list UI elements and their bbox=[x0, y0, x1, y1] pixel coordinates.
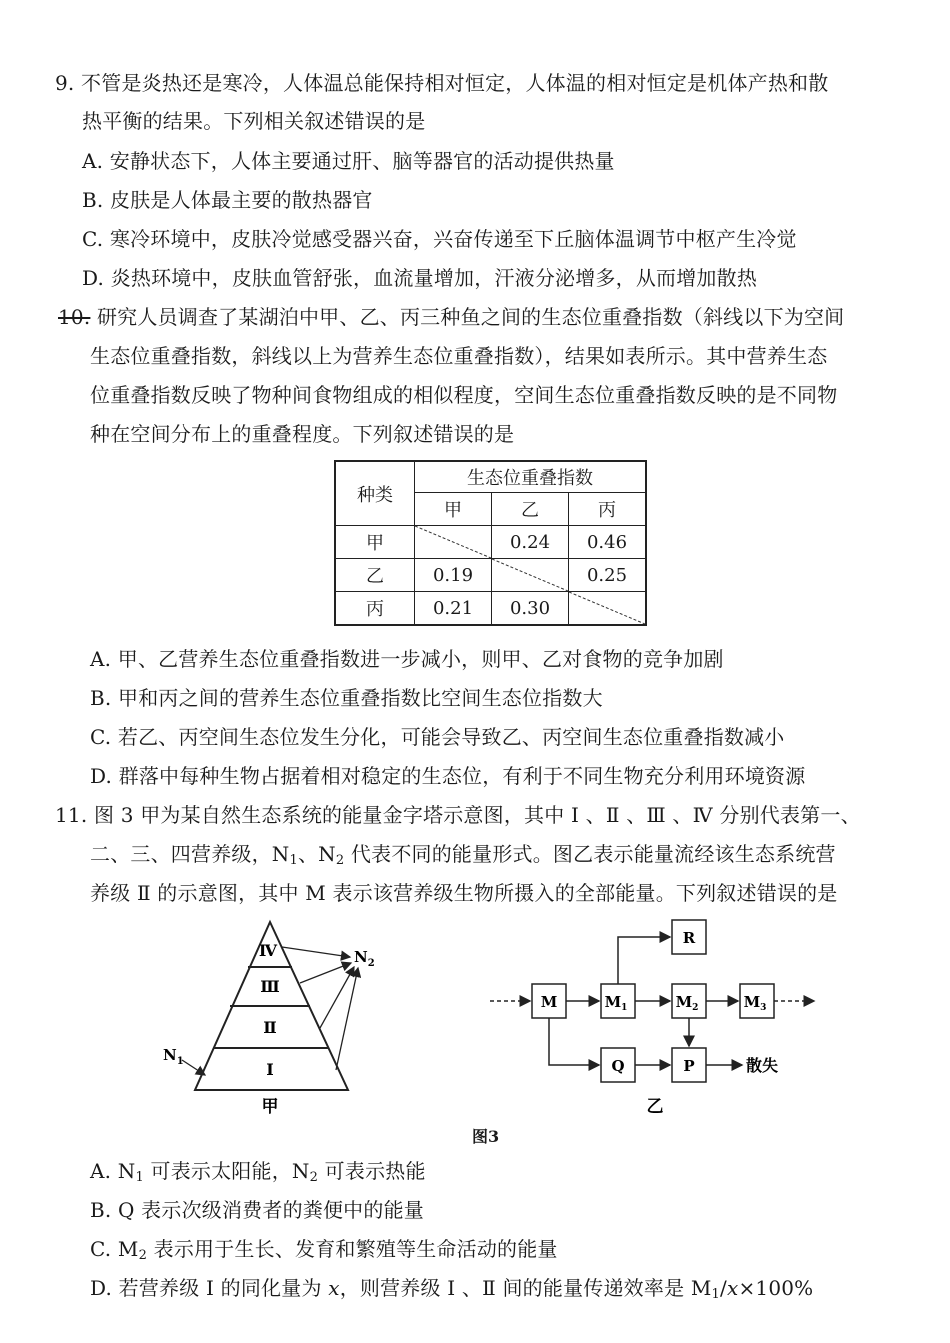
level-iv-label: Ⅳ bbox=[258, 941, 278, 960]
q11-stem-text2a: 二、三、四营养级，N bbox=[90, 842, 290, 866]
variable-x: x bbox=[328, 1276, 340, 1300]
pyramid-label: 甲 bbox=[261, 1097, 279, 1117]
label-m2: $M_2$ bbox=[675, 993, 699, 1013]
q11-option-a-text: A. N bbox=[90, 1159, 136, 1183]
q11-stem-line3: 养级 Ⅱ 的示意图，其中 M 表示该营养级生物所摄入的全部能量。下列叙述错误的是 bbox=[90, 881, 838, 905]
subscript: 2 bbox=[138, 1248, 148, 1263]
n1-arrow bbox=[182, 1060, 205, 1075]
q11-option-a-text: 可表示热能 bbox=[318, 1159, 426, 1183]
q11-stem-text1: 图 3 甲为某自然生态系统的能量金字塔示意图，其中 Ⅰ 、Ⅱ 、Ⅲ 、Ⅳ 分别代表第一、 bbox=[93, 803, 861, 827]
diagonal-line bbox=[415, 526, 491, 558]
q10-option-a: A. 甲、乙营养生态位重叠指数进一步减小，则甲、乙对食物的竞争加剧 bbox=[90, 647, 724, 671]
q11-option-d bbox=[90, 1275, 813, 1308]
niche-overlap-table bbox=[334, 460, 647, 626]
level-ii-label: Ⅱ bbox=[263, 1018, 277, 1037]
q11-option-c bbox=[90, 1236, 558, 1269]
table-col-header: 丙 bbox=[569, 493, 647, 526]
table-row-label: 甲 bbox=[335, 526, 415, 559]
figure-caption: 图3 bbox=[472, 1127, 500, 1146]
q11-stem-text2e: 代表不同的能量形式。图乙表示能量流经该生态系统营 bbox=[344, 842, 836, 866]
label-r: R bbox=[682, 929, 696, 947]
q10-option-b: B. 甲和丙之间的营养生态位重叠指数比空间生态位指数大 bbox=[90, 686, 603, 710]
energy-pyramid bbox=[163, 922, 375, 1117]
n2-arrow-iv bbox=[282, 947, 350, 957]
q11-option-b: B. Q 表示次级消费者的粪便中的能量 bbox=[90, 1198, 424, 1222]
q9-option-d: D. 炎热环境中，皮肤血管舒张，血流量增加，汗液分泌增多，从而增加散热 bbox=[82, 266, 758, 290]
q10-option-d: D. 群落中每种生物占据着相对稳定的生态位，有利于不同生物充分利用环境资源 bbox=[90, 764, 806, 788]
table-cell: 0.19 bbox=[415, 559, 492, 592]
q11-option-c-text: 表示用于生长、发育和繁殖等生命活动的能量 bbox=[147, 1237, 558, 1261]
label-loss: 散失 bbox=[745, 1056, 779, 1075]
level-iii-label: Ⅲ bbox=[260, 977, 280, 996]
q11-option-c-text: C. M bbox=[90, 1237, 139, 1261]
q11-stem-line2 bbox=[90, 841, 836, 874]
q11-stem-text2c: 、N bbox=[297, 842, 336, 866]
q10-stem-line1 bbox=[58, 304, 844, 330]
q9-stem-line2: 热平衡的结果。下列相关叙述错误的是 bbox=[82, 109, 426, 133]
q9-stem-text1: 不管是炎热还是寒冷，人体温总能保持相对恒定，人体温的相对恒定是机体产热和散 bbox=[81, 71, 829, 95]
table-cell: 0.25 bbox=[569, 559, 647, 592]
q11-number: 11. bbox=[55, 803, 88, 827]
q9-stem-line1 bbox=[55, 70, 828, 96]
table-group-header: 生态位重叠指数 bbox=[415, 461, 647, 493]
table-diagonal-cell bbox=[569, 592, 647, 626]
diagonal-line bbox=[492, 559, 568, 591]
label-m: M bbox=[540, 993, 558, 1011]
q9-option-b: B. 皮肤是人体最主要的散热器官 bbox=[82, 188, 373, 212]
n2-arrow-ii bbox=[320, 967, 354, 1028]
table-diagonal-cell bbox=[415, 526, 492, 559]
q10-number: 10. bbox=[58, 305, 91, 329]
q11-option-a-text: 可表示太阳能，N bbox=[143, 1159, 310, 1183]
q11-option-d-text: ×100% bbox=[738, 1276, 814, 1300]
table-col-header: 甲 bbox=[415, 493, 492, 526]
q11-option-a bbox=[90, 1158, 426, 1191]
level-i-label: Ⅰ bbox=[266, 1060, 274, 1079]
table-row-label: 乙 bbox=[335, 559, 415, 592]
flow-labels bbox=[541, 929, 778, 1117]
subscript: 1 bbox=[711, 1287, 720, 1302]
figure-3 bbox=[0, 910, 950, 1150]
table-cell: 0.46 bbox=[569, 526, 647, 559]
q10-option-c: C. 若乙、丙空间生态位发生分化，可能会导致乙、丙空间生态位重叠指数减小 bbox=[90, 725, 785, 749]
subscript: 1 bbox=[135, 1170, 144, 1185]
table-row-label: 丙 bbox=[335, 592, 415, 626]
n2-arrow-iii bbox=[300, 963, 351, 983]
q9-number: 9. bbox=[55, 71, 75, 95]
n1-label: $N_1$ bbox=[163, 1046, 184, 1067]
label-p: P bbox=[683, 1057, 695, 1075]
n2-label: $N_2$ bbox=[354, 948, 375, 969]
q9-option-a: A. 安静状态下，人体主要通过肝、脑等器官的活动提供热量 bbox=[82, 149, 615, 173]
q10-stem-line4: 种在空间分布上的重叠程度。下列叙述错误的是 bbox=[90, 422, 515, 446]
q11-option-d-text: / bbox=[720, 1276, 727, 1300]
label-m1: $M_1$ bbox=[604, 993, 628, 1013]
n2-arrow-i bbox=[336, 968, 358, 1070]
variable-x: x bbox=[726, 1276, 739, 1300]
subscript: 2 bbox=[335, 853, 345, 868]
flow-diagram-label: 乙 bbox=[646, 1097, 664, 1117]
subscript: 2 bbox=[309, 1170, 319, 1185]
q9-option-c: C. 寒冷环境中，皮肤冷觉感受器兴奋，兴奋传递至下丘脑体温调节中枢产生冷觉 bbox=[82, 227, 797, 251]
subscript: 1 bbox=[289, 853, 298, 868]
table-cell: 0.30 bbox=[492, 592, 569, 626]
q10-stem-line2: 生态位重叠指数，斜线以上为营养生态位重叠指数），结果如表所示。其中营养生态 bbox=[90, 344, 828, 368]
label-m3: $M_3$ bbox=[743, 993, 767, 1013]
table-cell: 0.21 bbox=[415, 592, 492, 626]
table-diagonal-cell bbox=[492, 559, 569, 592]
table-col-header: 乙 bbox=[492, 493, 569, 526]
q11-option-d-text: D. 若营养级 Ⅰ 的同化量为 bbox=[90, 1276, 329, 1300]
q10-stem-text1: 研究人员调查了某湖泊中甲、乙、丙三种鱼之间的生态位重叠指数（斜线以下为空间 bbox=[96, 305, 845, 329]
q10-stem-line3: 位重叠指数反映了物种间食物组成的相似程度，空间生态位重叠指数反映的是不同物 bbox=[90, 383, 838, 407]
table-cell: 0.24 bbox=[492, 526, 569, 559]
q11-option-d-text: ，则营养级 Ⅰ 、Ⅱ 间的能量传递效率是 M bbox=[339, 1276, 712, 1300]
table-row-header: 种类 bbox=[335, 461, 415, 526]
label-q: Q bbox=[611, 1057, 625, 1075]
q11-stem-line1 bbox=[55, 802, 861, 828]
diagonal-line bbox=[569, 592, 645, 624]
